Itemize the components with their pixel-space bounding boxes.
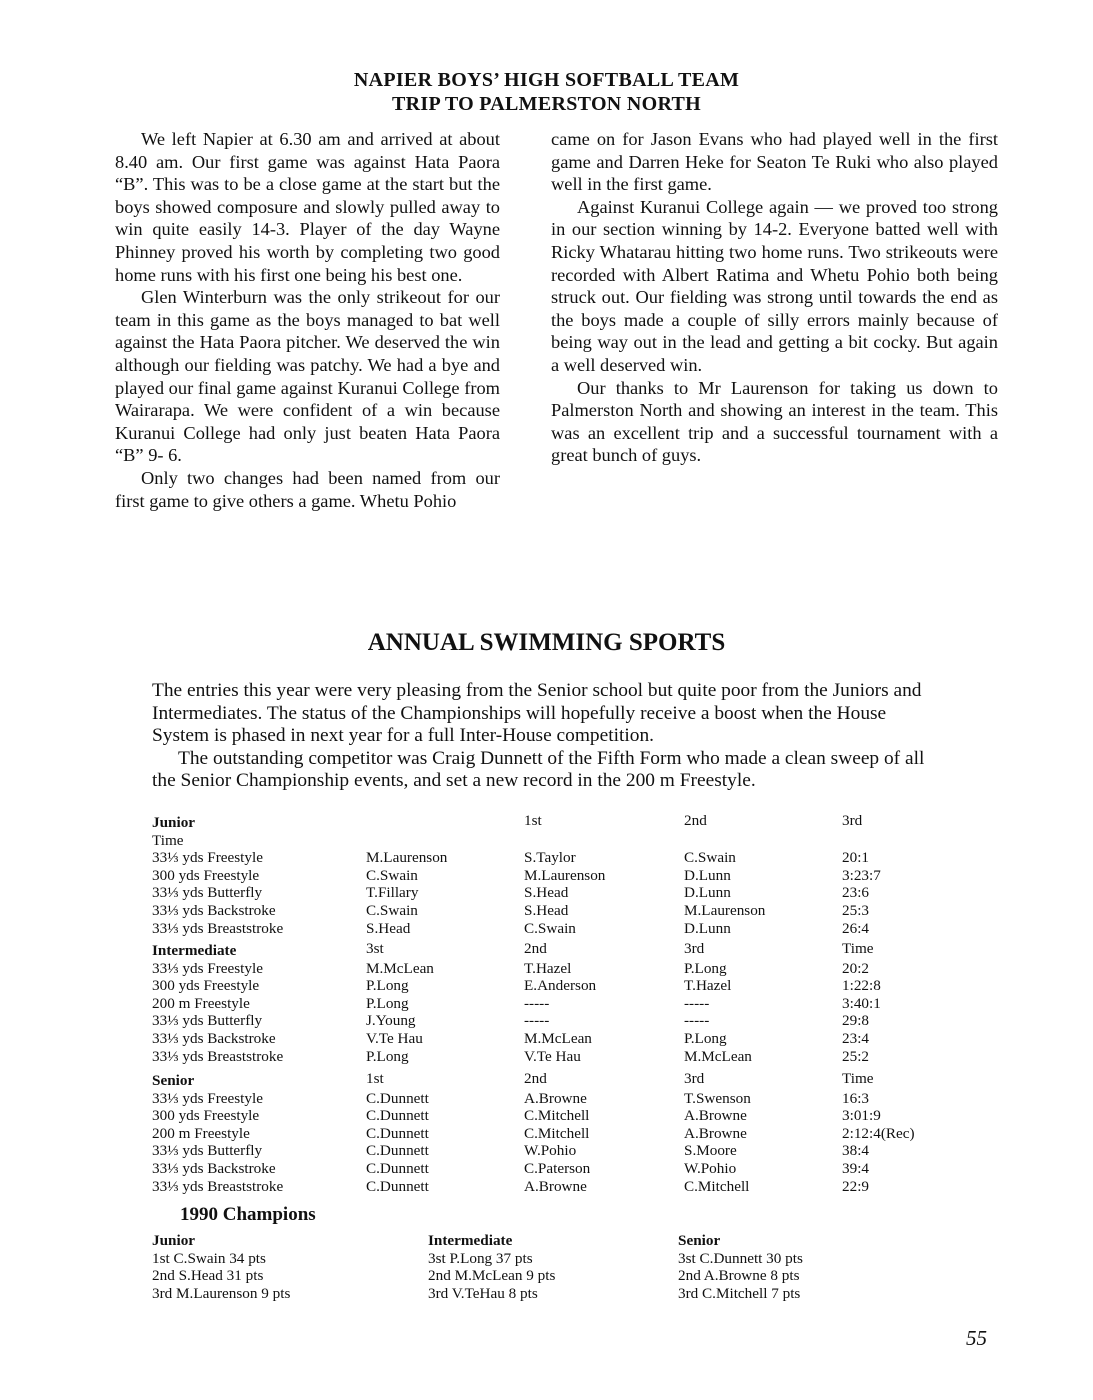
placing-name: D.Lunn (684, 919, 731, 937)
placing-name: ----- (524, 994, 550, 1012)
softball-title-line2: TRIP TO PALMERSTON NORTH (392, 93, 701, 115)
event-name: 33⅓ yds Freestyle (152, 849, 263, 867)
placing-name: P.Long (366, 977, 409, 995)
placing-name: C.Swain (524, 919, 576, 937)
placing-name: W.Pohio (524, 1142, 577, 1160)
event-name: 33⅓ yds Butterfly (152, 884, 263, 902)
placing-name: A.Browne (684, 1107, 747, 1125)
event-time: 25:3 (842, 902, 870, 919)
column-header: 1st (524, 812, 542, 829)
softball-left-column (115, 128, 500, 512)
champion-entry: 2nd S.Head 31 pts (152, 1267, 264, 1285)
event-time: 3:23:7 (842, 866, 881, 884)
placing-name: A.Browne (524, 1089, 587, 1107)
section-heading: Junior (152, 814, 196, 831)
placing-name: C.Dunnett (366, 1107, 429, 1125)
event-time: 3:40:1 (842, 994, 881, 1012)
placing-name: C.Swain (684, 849, 736, 867)
placing-name: S.Head (524, 902, 569, 919)
placing-name: M.McLean (366, 959, 434, 977)
placing-name: C.Swain (366, 866, 418, 884)
event-time: 39:4 (842, 1160, 870, 1177)
event-name: 300 yds Freestyle (152, 866, 260, 884)
column-header: 3rd (842, 812, 863, 829)
placing-name: V.Te Hau (366, 1030, 423, 1047)
event-name: 300 yds Freestyle (152, 977, 260, 995)
event-name: 33⅓ yds Butterfly (152, 1012, 263, 1030)
event-name: 33⅓ yds Breaststroke (152, 919, 284, 937)
placing-name: T.Fillary (366, 884, 419, 902)
placing-name: ----- (684, 994, 710, 1012)
event-name: 200 m Freestyle (152, 994, 250, 1012)
placing-name: C.Mitchell (684, 1177, 750, 1195)
swimming-intro-paragraph: The outstanding competitor was Craig Dunnett of the Fifth Form who made a clean sweep of all the Senior Championship events, and set a new record in the 200 m Freestyle. (152, 747, 925, 792)
placing-name: J.Young (366, 1012, 416, 1030)
softball-paragraph: came on for Jason Evans who had played well in the first game and Darren Heke for Seaton Te Ruki who also played well in the first game. (551, 129, 998, 195)
event-time: 3:01:9 (842, 1107, 881, 1125)
event-name: 200 m Freestyle (152, 1124, 250, 1142)
event-time: 26:4 (842, 919, 870, 937)
section-heading: Intermediate (152, 942, 237, 959)
event-time: 16:3 (842, 1089, 870, 1107)
placing-name: S.Head (524, 884, 569, 902)
champions-group-heading: Junior (152, 1232, 196, 1249)
placing-name: M.McLean (524, 1030, 592, 1047)
event-name: 33⅓ yds Breaststroke (152, 1047, 284, 1065)
placing-name: T.Hazel (524, 959, 572, 977)
column-header: 2nd (684, 812, 707, 829)
champions-group-heading: Intermediate (428, 1232, 513, 1249)
placing-name: M.Laurenson (684, 902, 766, 919)
placing-name: C.Mitchell (524, 1124, 590, 1142)
placing-name: M.Laurenson (524, 866, 606, 884)
event-time: 23:4 (842, 1030, 870, 1047)
placing-name: W.Pohio (684, 1160, 737, 1177)
event-time: 20:1 (842, 849, 870, 867)
placing-name: D.Lunn (684, 884, 731, 902)
event-name: 33⅓ yds Backstroke (152, 902, 276, 919)
placing-name: P.Long (684, 1030, 727, 1047)
event-time: 38:4 (842, 1142, 870, 1160)
placing-name: C.Swain (366, 902, 418, 919)
softball-paragraph: Only two changes had been named from our first game to give others a game. Whetu Pohio (115, 467, 500, 511)
champion-entry: 3rd C.Mitchell 7 pts (678, 1284, 801, 1302)
placing-name: P.Long (366, 1047, 409, 1065)
placing-name: C.Dunnett (366, 1177, 429, 1195)
section-sub-label: Time (152, 831, 184, 849)
placing-name: S.Moore (684, 1142, 737, 1160)
softball-title-line1: NAPIER BOYS’ HIGH SOFTBALL TEAM (353, 69, 740, 91)
column-header: 2nd (524, 1070, 547, 1087)
placing-name: T.Hazel (684, 977, 732, 995)
placing-name: C.Dunnett (366, 1089, 429, 1107)
event-time: 23:6 (842, 884, 870, 902)
event-name: 33⅓ yds Freestyle (152, 959, 263, 977)
event-name: 33⅓ yds Butterfly (152, 1142, 263, 1160)
placing-name: A.Browne (524, 1177, 587, 1195)
event-time: 25:2 (842, 1047, 870, 1065)
section-heading: Senior (152, 1072, 195, 1089)
event-name: 33⅓ yds Breaststroke (152, 1177, 284, 1195)
placing-name: P.Long (366, 994, 409, 1012)
placing-name: S.Head (366, 919, 411, 937)
event-time: 29:8 (842, 1012, 870, 1030)
placing-name: M.Laurenson (366, 849, 448, 867)
placing-name: C.Dunnett (366, 1160, 429, 1177)
placing-name: A.Browne (684, 1124, 747, 1142)
event-name: 33⅓ yds Freestyle (152, 1089, 263, 1107)
swimming-intro (152, 680, 937, 793)
event-time: 22:9 (842, 1177, 870, 1195)
softball-right-column (551, 128, 998, 467)
column-header: 1st (366, 1070, 384, 1087)
column-header: 3st (366, 940, 384, 957)
column-header: 3rd (684, 1070, 705, 1087)
placing-name: S.Taylor (524, 849, 576, 867)
champion-entry: 3rd V.TeHau 8 pts (428, 1284, 538, 1302)
column-header: Time (842, 1070, 874, 1087)
champions-title: 1990 Champions (180, 1204, 316, 1225)
event-name: 33⅓ yds Backstroke (152, 1160, 276, 1177)
placing-name: D.Lunn (684, 866, 731, 884)
placing-name: V.Te Hau (524, 1047, 581, 1065)
placing-name: ----- (684, 1012, 710, 1030)
event-name: 33⅓ yds Backstroke (152, 1030, 276, 1047)
swimming-title: ANNUAL SWIMMING SPORTS (367, 629, 726, 656)
event-time: 1:22:8 (842, 977, 881, 995)
placing-name: C.Dunnett (366, 1124, 429, 1142)
champion-entry: 1st C.Swain 34 pts (152, 1249, 266, 1267)
softball-paragraph: Against Kuranui College again — we proved too strong in our section winning by 14-2. Everyone batted well with Ricky Whatarau hitting two home runs. Two strikeouts were recorded with Albert Ratima and Whetu Pohio both being struck out. Our fielding was strong until towards the end as the boys made a couple of silly errors mainly because of being way out in the lead and getting a bit cocky. But again a well deserved win. (551, 196, 998, 375)
swimming-intro-paragraph: The entries this year were very pleasing from the Senior school but quite poor from the Juniors and Intermediates. The status of the Championships will hopefully receive a boost when the House System is phased in next year for a full Inter-House competition. (152, 680, 922, 747)
champion-entry: 3st P.Long 37 pts (428, 1249, 533, 1267)
placing-name: C.Paterson (524, 1160, 591, 1177)
page-number: 55 (966, 1326, 987, 1350)
column-header: 3rd (684, 940, 705, 957)
softball-paragraph: Glen Winterburn was the only strikeout for our team in this game as the boys managed to bat well against the Hata Paora pitcher. We deserved the win although our fielding was patchy. We had a bye and played our final game against Kuranui College from Wairarapa. We were confident of a win because Kuranui College had only just beaten Hata Paora “B” 9- 6. (115, 287, 500, 466)
column-header: Time (842, 940, 874, 957)
champion-entry: 2nd M.McLean 9 pts (428, 1267, 556, 1285)
champion-entry: 2nd A.Browne 8 pts (678, 1267, 800, 1285)
placing-name: P.Long (684, 959, 727, 977)
placing-name: ----- (524, 1012, 550, 1030)
champion-entry: 3st C.Dunnett 30 pts (678, 1249, 803, 1267)
placing-name: M.McLean (684, 1047, 752, 1065)
event-time: 2:12:4(Rec) (842, 1124, 915, 1142)
champion-entry: 3rd M.Laurenson 9 pts (152, 1284, 291, 1302)
placing-name: E.Anderson (524, 977, 597, 995)
placing-name: C.Dunnett (366, 1142, 429, 1160)
softball-paragraph: Our thanks to Mr Laurenson for taking us down to Palmerston North and showing an interest in the team. This was an excellent trip and a successful tournament with a great bunch of guys. (551, 377, 998, 466)
softball-title (0, 68, 1093, 116)
placing-name: C.Mitchell (524, 1107, 590, 1125)
event-name: 300 yds Freestyle (152, 1107, 260, 1125)
event-time: 20:2 (842, 959, 870, 977)
placing-name: T.Swenson (684, 1089, 751, 1107)
champions-group-heading: Senior (678, 1232, 721, 1249)
softball-paragraph: We left Napier at 6.30 am and arrived at about 8.40 am. Our first game was against Hata Paora “B”. This was to be a close game at the start but the boys showed composure and slowly pulled away to win quite easily 14-3. Player of the day Wayne Phinney proved his worth by completing two good home runs with his first one being his best one. (115, 129, 500, 285)
column-header: 2nd (524, 940, 547, 957)
